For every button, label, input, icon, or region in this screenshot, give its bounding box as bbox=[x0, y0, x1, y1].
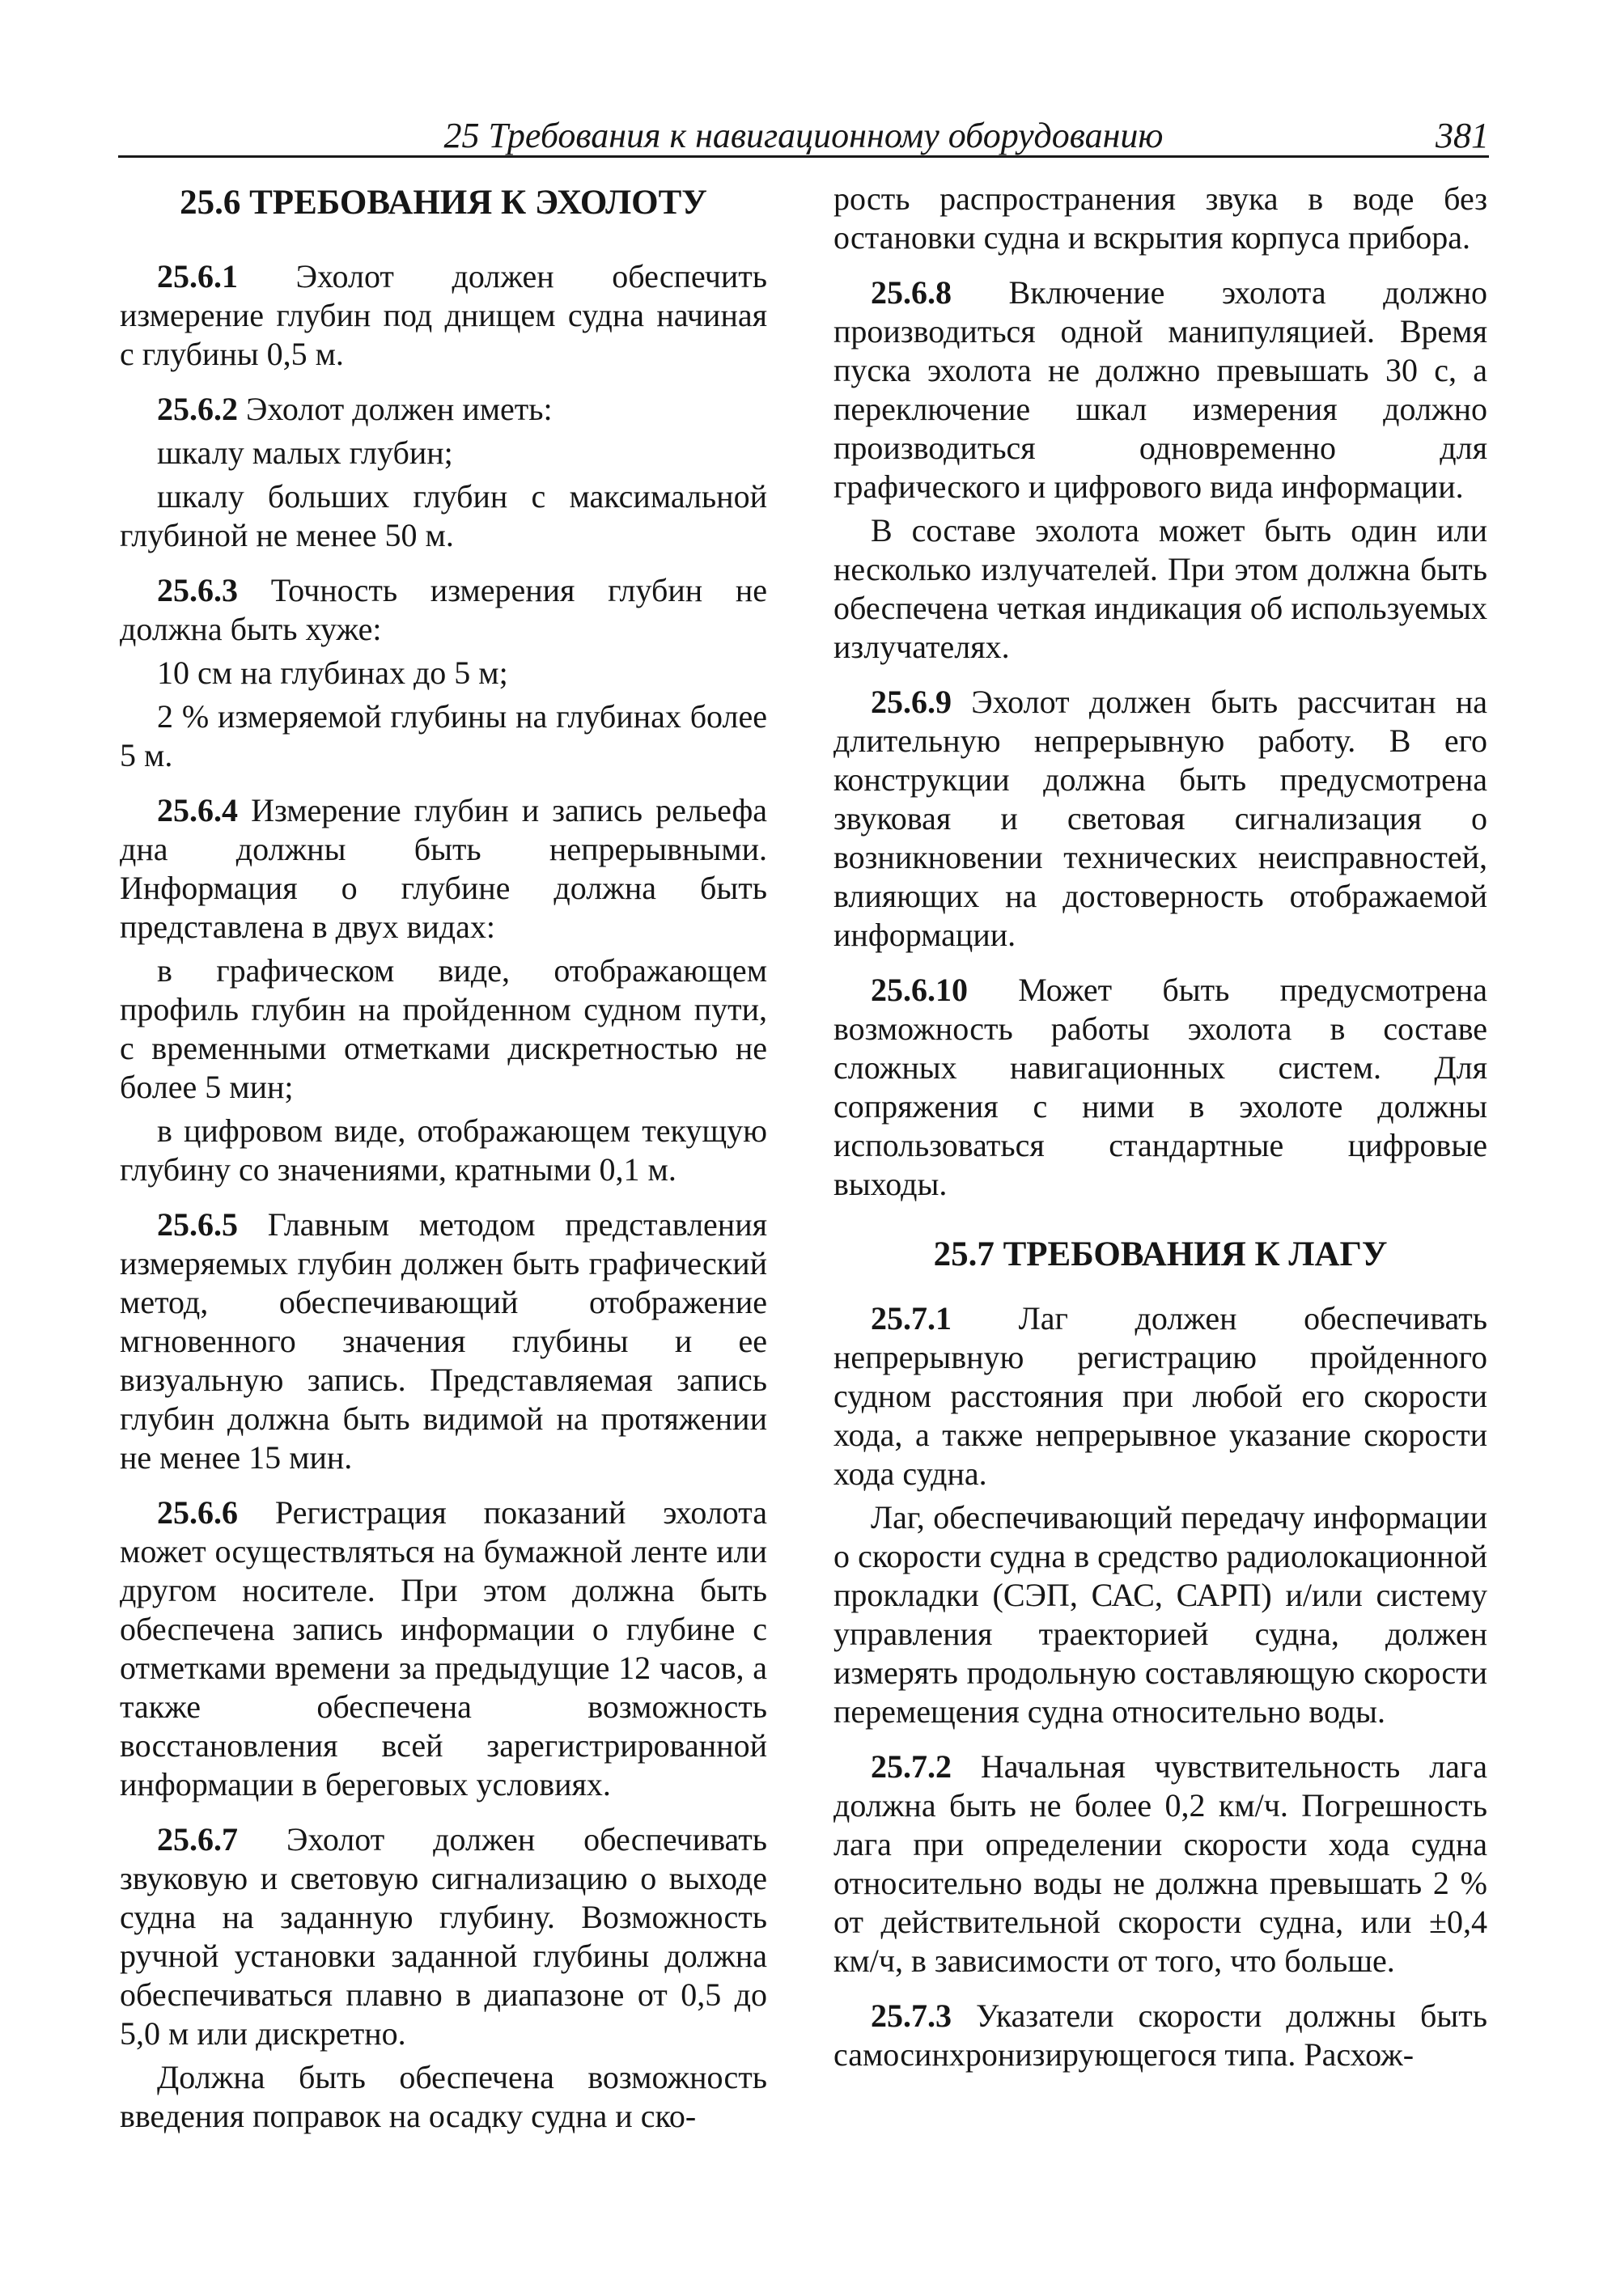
section-heading-25-7: 25.7 ТРЕБОВАНИЯ К ЛАГУ bbox=[933, 1235, 1388, 1273]
paragraph-text: Может быть предусмотрена возможность работы эхолота в составе сложных навигационных систем. Для сопряжения с ними в эхолоте должны использоваться стандартные цифровые выходы. bbox=[833, 972, 1487, 1202]
paragraph-number: 25.6.4 bbox=[157, 792, 238, 828]
paragraph-25-6-8 bbox=[833, 273, 1487, 506]
paragraph-25-6-5 bbox=[120, 1205, 767, 1477]
list-item: шкалу больших глубин с максимальной глубиной не менее 50 м. bbox=[120, 478, 767, 553]
list-item: шкалу малых глубин; bbox=[157, 434, 453, 471]
list-item: в цифровом виде, отображающем текущую глубину со значениями, кратными 0,1 м. bbox=[120, 1112, 767, 1188]
paragraph-25-6-1 bbox=[120, 257, 767, 374]
paragraph-text: Точность измерения глубин не должна быть хуже: bbox=[120, 572, 767, 647]
paragraph-number: 25.7.3 bbox=[871, 1997, 952, 2034]
paragraph-text: Эхолот должен обеспечить измерение глубин под днищем судна начиная с глубины 0,5 м. bbox=[120, 258, 767, 372]
paragraph-text: Регистрация показаний эхолота может осуществляться на бумажной ленте или другом носителе. При этом должна быть обеспечена запись информации о глубине с отметками времени за предыдущие 12 часов, а также обеспечена возможность восстановления всей зарегистрированной информации в береговых условиях. bbox=[120, 1494, 767, 1802]
paragraph-number: 25.6.8 bbox=[871, 274, 952, 311]
paragraph-25-6-4 bbox=[120, 791, 767, 947]
paragraph-text: Включение эхолота должно производиться одной манипуляцией. Время пуска эхолота не должно превышать 30 с, а переключение шкал измерения должно производиться одновременно для графического и цифрового вида информации. bbox=[833, 274, 1487, 505]
right-column bbox=[833, 180, 1487, 2074]
paragraph-25-6-6 bbox=[120, 1493, 767, 1804]
paragraph-number: 25.6.9 bbox=[871, 684, 952, 720]
paragraph-text: Эхолот должен быть рассчитан на длительную непрерывную работу. В его конструкции должна быть предусмотрена звуковая и световая сигнализация о возникновении технических неисправностей, влияющих на достоверность отображаемой информации. bbox=[833, 684, 1487, 953]
list-item: в графическом виде, отображающем профиль глубин на пройденном судном пути, с временными отметками дискретностью не более 5 мин; bbox=[120, 952, 767, 1105]
list-item: 10 см на глубинах до 5 м; bbox=[157, 654, 508, 691]
paragraph-text: Главным методом представления измеряемых глубин должен быть графический метод, обеспечивающий отображение мгновенного значения глубины и ее визуальную запись. Представляемая запись глубин должна быть видимой на протяжении не менее 15 мин. bbox=[120, 1206, 767, 1476]
header-rule bbox=[118, 155, 1489, 158]
running-title: 25 Требования к навигационному оборудованию bbox=[443, 116, 1164, 155]
paragraph-continued: Лаг, обеспечивающий передачу информации о скорости судна в средство радиолокационной прокладки (СЭП, САС, САРП) и/или систему управления траекторией судна, должен измерять продольную составляющую скорости перемещения судна относительно воды. bbox=[833, 1499, 1487, 1730]
paragraph-25-6-7 bbox=[120, 1820, 767, 2053]
paragraph-number: 25.7.2 bbox=[871, 1748, 952, 1785]
paragraph-25-6-2 bbox=[120, 390, 767, 429]
paragraph-number: 25.6.5 bbox=[157, 1206, 238, 1243]
paragraph-number: 25.6.2 bbox=[157, 391, 238, 427]
section-heading-25-6: 25.6 ТРЕБОВАНИЯ К ЭХОЛОТУ bbox=[180, 184, 707, 222]
paragraph-25-6-9 bbox=[833, 683, 1487, 955]
paragraph-number: 25.6.1 bbox=[157, 258, 238, 294]
paragraph-continued: В составе эхолота может быть один или несколько излучателей. При этом должна быть обеспечена четкая индикация об используемых излучателях. bbox=[833, 512, 1487, 665]
paragraph-text: Измерение глубин и запись рельефа дна должны быть непрерывными. Информация о глубине должна быть представлена в двух видах: bbox=[120, 792, 767, 945]
paragraph-text: Эхолот должен обеспечивать звуковую и световую сигнализацию о выходе судна на заданную глубину. Возможность ручной установки заданной глубины должна обеспечиваться плавно в диапазоне от 0,5 до 5,0 м или дискретно. bbox=[120, 1821, 767, 2052]
paragraph-25-7-2 bbox=[833, 1747, 1487, 1980]
list-item: 2 % измеряемой глубины на глубинах более 5 м. bbox=[120, 698, 767, 773]
left-column bbox=[120, 180, 767, 2136]
paragraph-number: 25.6.7 bbox=[157, 1821, 238, 1858]
paragraph-25-6-3 bbox=[120, 571, 767, 649]
paragraph-continued: Должна быть обеспечена возможность введения поправок на осадку судна и ско- bbox=[120, 2059, 767, 2134]
paragraph-number: 25.7.1 bbox=[871, 1300, 952, 1337]
paragraph-25-6-10 bbox=[833, 971, 1487, 1204]
paragraph-text: Начальная чувствительность лага должна быть не более 0,2 км/ч. Погрешность лага при определении скорости хода судна относительно воды не должна превышать 2 % от действительной скорости судна, или ±0,4 км/ч, в зависимости от того, что больше. bbox=[833, 1748, 1487, 1979]
paragraph-25-7-3 bbox=[833, 1997, 1487, 2074]
paragraph-25-7-1 bbox=[833, 1299, 1487, 1493]
paragraph-text: Эхолот должен иметь: bbox=[238, 391, 553, 427]
page-number: 381 bbox=[1436, 116, 1489, 155]
paragraph-continuation: рость распространения звука в воде без остановки судна и вскрытия корпуса прибора. bbox=[833, 180, 1487, 256]
paragraph-text: Указатели скорости должны быть самосинхронизирующегося типа. Расхож- bbox=[833, 1997, 1487, 2073]
paragraph-number: 25.6.3 bbox=[157, 572, 238, 608]
paragraph-number: 25.6.10 bbox=[871, 972, 968, 1008]
paragraph-number: 25.6.6 bbox=[157, 1494, 238, 1531]
page-header bbox=[118, 104, 1489, 155]
paragraph-text: Лаг должен обеспечивать непрерывную регистрацию пройденного судном расстояния при любой его скорости хода, а также непрерывное указание скорости хода судна. bbox=[833, 1300, 1487, 1492]
